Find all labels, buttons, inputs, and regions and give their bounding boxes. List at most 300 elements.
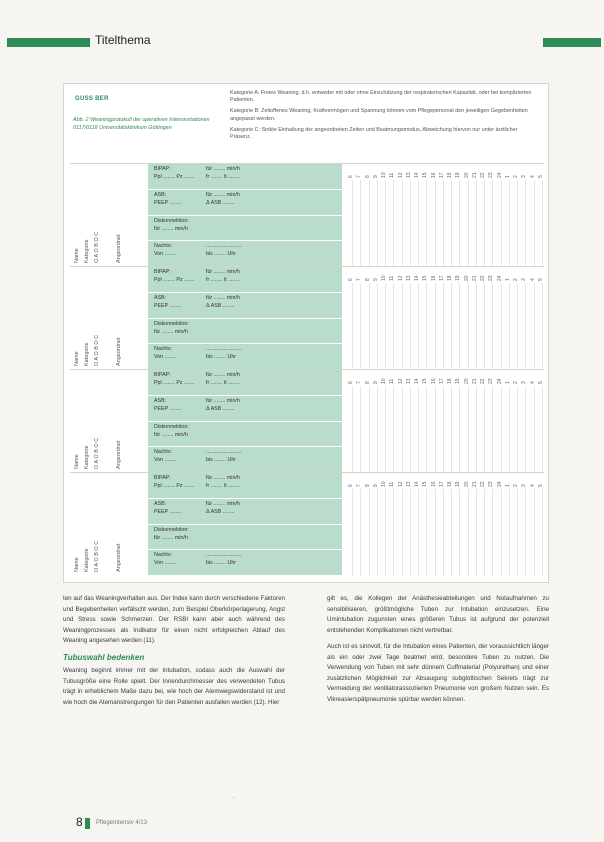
hour-gridline [509, 386, 510, 473]
hour-label: 22 [480, 378, 486, 384]
hour-gridline [369, 386, 370, 473]
page-number: 8 [76, 815, 83, 829]
hour-label: 11 [389, 481, 396, 487]
hour-gridline [517, 180, 518, 267]
hour-label: 22 [480, 481, 486, 487]
parameter-value[interactable]: ........................ [206, 243, 242, 250]
parameter-value[interactable]: fr ........ ti ........ [206, 380, 240, 386]
hour-label: 17 [438, 481, 445, 487]
hour-label: 6 [348, 278, 354, 281]
hour-label: 15 [422, 275, 429, 281]
hour-gridline [360, 283, 361, 370]
hour-label: 22 [480, 275, 486, 281]
hour-label: 4 [529, 484, 536, 487]
parameter-value[interactable]: bis ........ Uhr [206, 354, 237, 361]
hour-gridline [352, 283, 353, 370]
hour-label: 14 [414, 275, 420, 281]
parameter-value[interactable]: Δ ASB ........ [206, 405, 235, 412]
parameter-value[interactable]: für ........ min/h [206, 475, 240, 481]
hour-label: 17 [438, 172, 445, 178]
hour-gridline [352, 180, 353, 267]
header-accent-bar-right [543, 38, 601, 47]
hour-gridline [484, 489, 485, 576]
hour-label: 19 [455, 378, 462, 384]
hour-label: 5 [537, 484, 544, 487]
hour-label: 6 [348, 175, 354, 178]
hour-gridline [484, 180, 485, 267]
parameter-row [148, 241, 342, 267]
hour-label: 14 [414, 378, 420, 384]
hour-gridline [369, 283, 370, 370]
hour-label: 18 [447, 172, 453, 178]
parameter-panel [148, 164, 342, 267]
hour-label: 12 [397, 172, 404, 178]
hour-label: 10 [381, 172, 387, 178]
hour-scale [346, 166, 544, 180]
parameter-label[interactable]: ASB: [154, 500, 167, 507]
hour-label: 2 [513, 381, 519, 384]
hour-gridline [360, 180, 361, 267]
hour-gridline [451, 283, 452, 370]
patient-name-label: Name [74, 454, 80, 469]
parameter-label[interactable]: Nachts: [154, 552, 172, 559]
hour-label: 24 [496, 378, 503, 384]
category-label: Kategorie [84, 239, 90, 263]
hour-gridline [410, 180, 411, 267]
hour-gridline [385, 489, 386, 576]
hour-label: 13 [405, 275, 412, 281]
hour-gridline [492, 283, 493, 370]
hour-gridline [492, 489, 493, 576]
parameter-row [148, 319, 342, 345]
hour-label: 21 [471, 378, 478, 384]
parameter-label[interactable]: Von ........ [154, 560, 177, 567]
hour-gridline [509, 283, 510, 370]
hour-gridline [410, 386, 411, 473]
parameter-label[interactable]: PEEP ........ [154, 405, 182, 412]
hour-gridline [468, 180, 469, 267]
hour-gridline [410, 283, 411, 370]
hour-gridline [534, 489, 535, 576]
hour-gridline [525, 489, 526, 576]
hour-scale [346, 475, 544, 489]
hour-gridline [377, 180, 378, 267]
block-side-labels [70, 164, 146, 267]
patient-name-label: Name [74, 351, 80, 366]
figure-caption: Abb. 2 Weaningprotokoll der operativen Intensivstationen 0117/0118 Universitätsklinikum Göttingen [73, 117, 210, 131]
parameter-row [148, 190, 342, 216]
hour-label: 18 [447, 481, 453, 487]
hour-label: 5 [537, 175, 544, 178]
parameter-label[interactable]: Diskonnektion: [154, 217, 189, 224]
hour-gridline [426, 283, 427, 370]
parameter-label[interactable]: Von ........ [154, 251, 177, 258]
ordered-label: Angeordnet [116, 234, 122, 263]
parameter-label[interactable]: für ........ min/h [154, 431, 188, 438]
hour-gridline [369, 180, 370, 267]
hour-gridline [385, 180, 386, 267]
parameter-label[interactable]: Ppl ........ Pz ....... [154, 277, 195, 283]
hour-gridline [517, 283, 518, 370]
hour-gridline [534, 386, 535, 473]
hour-gridline [402, 386, 403, 473]
parameter-panel [148, 473, 342, 576]
footer-accent-bar [85, 818, 90, 829]
hour-gridline [402, 283, 403, 370]
parameter-row [148, 525, 342, 551]
hour-gridline [534, 180, 535, 267]
hour-label: 11 [389, 378, 396, 384]
parameter-label[interactable]: ASB: [154, 397, 167, 404]
body-paragraph: Weaning beginnt immer mit der Intubation, sodass auch die Auswahl der Tubusgröße eine Rolle spielt. Der Innendurchmesser des verwendeten Tubus trägt in erheblichem Maße dazu bei, wie hoch der Atemwegswiderstand ist und wie hoch die Atemanstrengungen für den Patienten ausfallen werden (12). Hier [63, 667, 285, 706]
hour-gridline [492, 180, 493, 267]
hour-label: 1 [504, 278, 511, 281]
parameter-value[interactable]: Δ ASB ........ [206, 508, 235, 515]
hour-gridline [418, 180, 419, 267]
parameter-value[interactable]: fr ........ ti ........ [206, 483, 240, 489]
hour-gridline [360, 489, 361, 576]
hour-gridline [377, 283, 378, 370]
hour-label: 16 [430, 481, 437, 487]
block-side-labels [70, 267, 146, 370]
parameter-row [148, 267, 342, 293]
body-paragraph: ten auf das Weaningverhalten aus. Der Index kann durch verschiedene Faktoren und Begebenheiten verfälscht werden, zum Beispiel Oberkörperlagerung, Angst und Stress sowie Schmerzen. Der RSBI kann aber auch während des Weaningprozesses als Indikator für einen nicht erfolgreichen Ablauf des Weaning angesehen werden (11). [63, 595, 285, 644]
hour-label: 9 [372, 381, 379, 384]
parameter-label[interactable]: BIPAP: [154, 269, 171, 275]
hour-gridline [443, 283, 444, 370]
patient-name-label: Name [74, 248, 80, 263]
parameter-value[interactable]: bis ........ Uhr [206, 457, 237, 464]
parameter-value[interactable]: für ........ min/h [206, 166, 240, 172]
hour-label: 7 [356, 175, 363, 178]
hour-label: 12 [397, 275, 404, 281]
parameter-value[interactable]: für ........ min/h [206, 372, 240, 378]
journal-name: PflegeIntensiv 4/13 [96, 820, 148, 826]
parameter-value[interactable]: ........................ [206, 346, 242, 353]
hour-gridline [492, 386, 493, 473]
body-paragraph: Auch ist es sinnvoll, für die Intubation eines Patienten, der voraussichtlich länger als ein oder zwei Tage beatmet wird, besondere Tuben zu nutzen. Die Verwendung von Tuben mit sehr dünnem Cuffmaterial (Polyurethan) und einer zusätzlichen Möglichkeit zur Absaugung subglottischen Sekrets trägt zur Vermeidung der ventilatorassoziierten Pneumonie von großem Nutzen sein. Es Vikreasierspätpneumonie spürbar werden können. [327, 643, 549, 703]
hour-gridline [459, 283, 460, 370]
hour-label: 19 [455, 172, 462, 178]
hour-gridline [360, 386, 361, 473]
hour-label: 24 [496, 172, 503, 178]
hour-scale [346, 372, 544, 386]
hour-gridline [542, 489, 543, 576]
hour-label: 11 [389, 172, 396, 178]
parameter-label[interactable]: Diskonnektion: [154, 526, 189, 533]
hour-label: 19 [455, 481, 462, 487]
hour-gridline [451, 386, 452, 473]
footer-mark: - [233, 795, 235, 801]
parameter-value[interactable]: bis ........ Uhr [206, 251, 237, 258]
hour-gridline [393, 180, 394, 267]
parameter-row [148, 422, 342, 448]
hour-gridline [459, 489, 460, 576]
parameter-row [148, 499, 342, 525]
hour-gridline [484, 386, 485, 473]
hour-label: 13 [405, 172, 412, 178]
parameter-row [148, 293, 342, 319]
category-label: Kategorie [84, 342, 90, 366]
parameter-row [148, 216, 342, 242]
hour-label: 2 [513, 278, 519, 281]
body-column-left [63, 594, 285, 714]
hour-label: 9 [372, 484, 379, 487]
hour-scale [346, 269, 544, 283]
protocol-block [70, 369, 544, 473]
hour-gridline [476, 283, 477, 370]
hour-gridline [385, 283, 386, 370]
hour-label: 15 [422, 378, 429, 384]
body-paragraph: gilt es, die Kollegen der Anästhesieabteilungen und Notaufnahmen zu sensibilisieren, größtmögliche Tuben zur Intubation einzusetzen. Eine Umintubation zugunsten eines größeren Tubus ist aufgrund der potenziell entstehenden Komplikationen nicht vertretbar. [327, 595, 549, 634]
category-note-c: Kategorie C: Strikte Einhaltung der angeordneten Zeiten und Beatmungsmodus, Abweichung hiervon nur unter ärztlicher Präsenz. [230, 126, 518, 141]
hour-label: 21 [471, 275, 478, 281]
section-title: Titelthema [95, 33, 151, 47]
hour-gridline [435, 180, 436, 267]
hour-label: 4 [529, 175, 536, 178]
hour-gridline [393, 283, 394, 370]
hour-label: 18 [447, 275, 453, 281]
parameter-label[interactable]: für ........ min/h [154, 328, 188, 335]
hour-label: 15 [422, 481, 429, 487]
hour-label: 20 [463, 481, 470, 487]
parameter-label[interactable]: Ppl ........ Pz ....... [154, 483, 195, 489]
hour-gridline [484, 283, 485, 370]
hour-gridline [459, 386, 460, 473]
hour-label: 2 [513, 175, 519, 178]
hour-gridline [459, 180, 460, 267]
hour-label: 23 [488, 481, 495, 487]
parameter-label[interactable]: BIPAP: [154, 372, 171, 378]
hour-label: 17 [438, 275, 445, 281]
parameter-value[interactable]: für ........ min/h [206, 269, 240, 275]
parameter-value[interactable]: ........................ [206, 449, 242, 456]
parameter-label[interactable]: PEEP ........ [154, 302, 182, 309]
parameter-label[interactable]: Nachts: [154, 449, 172, 456]
parameter-row [148, 370, 342, 396]
category-options: O A O B O C [94, 334, 100, 366]
protocol-block [70, 472, 544, 576]
hour-label: 3 [521, 278, 528, 281]
parameter-value[interactable]: Δ ASB ........ [206, 199, 235, 206]
hour-label: 20 [463, 378, 470, 384]
hour-gridline [451, 180, 452, 267]
ordered-label: Angeordnet [116, 337, 122, 366]
category-note-a: Kategorie A: Freies Weaning, d.h. entweder mit oder ohne Einschätzung der respiratorischen Kapazität, oder bei komplizierten Patienten. [230, 90, 532, 104]
hour-label: 5 [537, 381, 544, 384]
parameter-label[interactable]: Ppl ........ Pz ....... [154, 380, 195, 386]
category-options: O A O B O C [94, 540, 100, 572]
hour-label: 1 [504, 175, 511, 178]
hour-label: 24 [496, 275, 503, 281]
hour-gridline [418, 386, 419, 473]
hour-label: 12 [397, 378, 404, 384]
hour-label: 15 [422, 172, 429, 178]
hour-label: 8 [364, 484, 371, 487]
hour-gridline [393, 386, 394, 473]
parameter-label[interactable]: Ppl ........ Pz ....... [154, 174, 195, 180]
block-side-labels [70, 370, 146, 473]
parameter-label[interactable]: Diskonnektion: [154, 423, 189, 430]
hour-gridline [443, 180, 444, 267]
hour-gridline [534, 283, 535, 370]
parameter-label[interactable]: BIPAP: [154, 166, 171, 172]
category-notes [230, 90, 540, 145]
hour-label: 8 [364, 175, 371, 178]
hour-label: 17 [438, 378, 445, 384]
category-options: O A O B O C [94, 231, 100, 263]
hour-label: 3 [521, 484, 528, 487]
parameter-value[interactable]: für ........ min/h [206, 191, 240, 198]
parameter-value[interactable]: bis ........ Uhr [206, 560, 237, 567]
hour-label: 12 [397, 481, 404, 487]
parameter-value[interactable]: für ........ min/h [206, 500, 240, 507]
parameter-row [148, 344, 342, 370]
hour-label: 14 [414, 481, 420, 487]
hour-gridline [525, 386, 526, 473]
category-options: O A O B O C [94, 437, 100, 469]
hour-label: 10 [381, 275, 387, 281]
parameter-row [148, 473, 342, 499]
hour-gridline [517, 489, 518, 576]
parameter-value[interactable]: für ........ min/h [206, 294, 240, 301]
patient-name-label: Name [74, 557, 80, 572]
hour-gridline [369, 489, 370, 576]
parameter-value[interactable]: Δ ASB ........ [206, 302, 235, 309]
hour-label: 20 [463, 172, 470, 178]
parameter-label[interactable]: BIPAP: [154, 475, 171, 481]
hour-label: 1 [504, 381, 511, 384]
category-label: Kategorie [84, 548, 90, 572]
parameter-label[interactable]: Nachts: [154, 243, 172, 250]
hour-label: 14 [414, 172, 420, 178]
hour-gridline [352, 386, 353, 473]
hour-label: 3 [521, 175, 528, 178]
hour-gridline [377, 489, 378, 576]
hour-gridline [476, 489, 477, 576]
hour-gridline [377, 386, 378, 473]
hour-gridline [509, 489, 510, 576]
hour-label: 23 [488, 275, 495, 281]
hour-gridline [451, 489, 452, 576]
ordered-label: Angeordnet [116, 543, 122, 572]
body-column-right [327, 594, 549, 711]
hour-gridline [501, 489, 502, 576]
hour-label: 3 [521, 381, 528, 384]
hour-label: 4 [529, 278, 536, 281]
hour-gridline [501, 283, 502, 370]
parameter-label[interactable]: PEEP ........ [154, 199, 182, 206]
hour-label: 21 [471, 481, 478, 487]
hour-label: 23 [488, 172, 495, 178]
hour-label: 16 [430, 172, 437, 178]
hour-gridline [435, 283, 436, 370]
hour-label: 16 [430, 275, 437, 281]
parameter-label[interactable]: PEEP ........ [154, 508, 182, 515]
hour-label: 20 [463, 275, 470, 281]
hour-label: 9 [372, 175, 379, 178]
hour-gridline [402, 489, 403, 576]
hour-gridline [476, 180, 477, 267]
ordered-label: Angeordnet [116, 440, 122, 469]
hour-label: 7 [356, 278, 363, 281]
hour-gridline [517, 386, 518, 473]
category-label: Kategorie [84, 445, 90, 469]
parameter-label[interactable]: für ........ min/h [154, 225, 188, 232]
hour-gridline [426, 180, 427, 267]
hour-gridline [410, 489, 411, 576]
hour-gridline [402, 180, 403, 267]
protocol-block [70, 163, 544, 267]
hour-gridline [542, 283, 543, 370]
hour-label: 8 [364, 381, 371, 384]
hour-gridline [476, 386, 477, 473]
hour-label: 7 [356, 484, 363, 487]
parameter-value[interactable]: ........................ [206, 552, 242, 559]
parameter-row [148, 550, 342, 576]
hour-gridline [542, 386, 543, 473]
hour-label: 6 [348, 484, 354, 487]
parameter-row [148, 447, 342, 473]
parameter-row [148, 396, 342, 422]
parameter-value[interactable]: fr ........ ti ........ [206, 174, 240, 180]
section-heading: Tubuswahl bedenken [63, 652, 145, 662]
block-side-labels [70, 473, 146, 576]
hour-label: 9 [372, 278, 379, 281]
hour-gridline [435, 386, 436, 473]
hour-label: 8 [364, 278, 371, 281]
hour-gridline [435, 489, 436, 576]
hour-gridline [501, 180, 502, 267]
hour-gridline [468, 489, 469, 576]
hour-gridline [385, 386, 386, 473]
parameter-label[interactable]: ASB: [154, 191, 167, 198]
hour-label: 5 [537, 278, 544, 281]
hour-label: 22 [480, 172, 486, 178]
parameter-label[interactable]: Von ........ [154, 354, 177, 361]
protocol-block [70, 266, 544, 370]
header-accent-bar-left [7, 38, 90, 47]
hour-gridline [509, 180, 510, 267]
parameter-panel [148, 267, 342, 370]
hour-gridline [525, 180, 526, 267]
hour-gridline [426, 386, 427, 473]
hour-label: 16 [430, 378, 437, 384]
parameter-label[interactable]: Nachts: [154, 346, 172, 353]
parameter-label[interactable]: Diskonnektion: [154, 320, 189, 327]
category-note-b: Kategorie B: Zeitoffenes Weaning, Kraftvermögen und Spannung können vom Pflegepersonal den jeweiligen Gegebenheiten angepasst werden. [230, 108, 528, 122]
hour-label: 13 [405, 378, 412, 384]
hour-label: 7 [356, 381, 363, 384]
hour-gridline [501, 386, 502, 473]
parameter-value[interactable]: fr ........ ti ........ [206, 277, 240, 283]
parameter-label[interactable]: ASB: [154, 294, 167, 301]
hour-gridline [468, 283, 469, 370]
hour-label: 24 [496, 481, 503, 487]
parameter-label[interactable]: Von ........ [154, 457, 177, 464]
hour-label: 13 [405, 481, 412, 487]
hour-label: 11 [389, 275, 396, 281]
parameter-value[interactable]: für ........ min/h [206, 397, 240, 404]
hour-label: 6 [348, 381, 354, 384]
hour-gridline [542, 180, 543, 267]
hour-gridline [418, 489, 419, 576]
hour-gridline [418, 283, 419, 370]
hour-label: 23 [488, 378, 495, 384]
figure-label: GUSS BER [75, 96, 109, 102]
hour-gridline [468, 386, 469, 473]
parameter-label[interactable]: für ........ min/h [154, 534, 188, 541]
